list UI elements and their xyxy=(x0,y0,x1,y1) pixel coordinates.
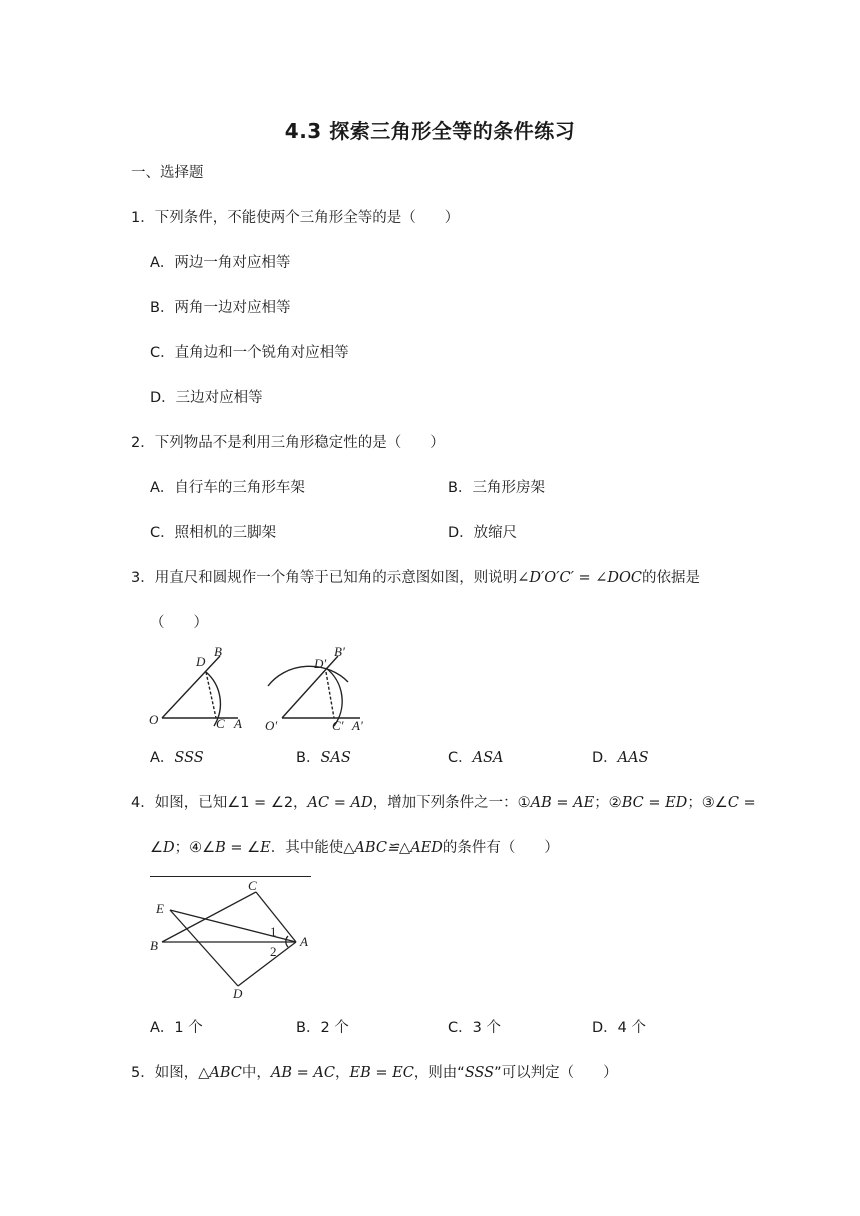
label-b: B xyxy=(214,644,222,659)
label-angle-1: 1 xyxy=(270,924,277,939)
label-a: A xyxy=(300,934,308,949)
question-3-stem-text-end: 的依据是 xyxy=(642,570,700,586)
text: = ∠ xyxy=(225,840,261,856)
label-c-prime: C′ xyxy=(332,718,344,733)
text: = xyxy=(329,795,351,811)
question-4-option-b: B．2 个 xyxy=(296,1020,349,1036)
text: ．其中能使 xyxy=(270,840,344,856)
label-e: E xyxy=(156,901,164,916)
question-3-answer-blank: （ ） xyxy=(150,615,208,631)
label-o: O xyxy=(149,712,159,727)
math: ED xyxy=(665,795,688,811)
math: D xyxy=(163,840,175,856)
question-2-stem: 2．下列物品不是利用三角形稳定性的是（ ） xyxy=(131,435,445,451)
label-angle-2: 2 xyxy=(270,944,277,959)
text: ；② xyxy=(594,795,622,811)
label-d: D xyxy=(233,986,243,1000)
text: 中， xyxy=(241,1065,271,1081)
arc-upper xyxy=(268,666,348,686)
option-letter: D． xyxy=(592,750,618,766)
question-1-option-d: D．三边对应相等 xyxy=(150,390,263,406)
math: EB xyxy=(349,1065,371,1081)
question-5-stem xyxy=(131,1063,618,1083)
question-1-option-b: B．两角一边对应相等 xyxy=(150,300,291,316)
question-2-option-b: B．三角形房架 xyxy=(448,480,545,496)
question-3-option-b xyxy=(296,748,351,768)
question-3-option-a xyxy=(150,748,204,768)
math: BC xyxy=(621,795,644,811)
dashed-d-c-prime xyxy=(326,672,334,718)
dashed-dc xyxy=(206,672,216,718)
section-heading: 一、选择题 xyxy=(131,165,204,181)
question-4-stem-line-1 xyxy=(131,793,756,813)
question-1-option-a: A．两边一角对应相等 xyxy=(150,255,291,271)
segment-ed xyxy=(170,910,238,986)
option-letter: C． xyxy=(448,750,473,766)
text: = xyxy=(738,795,756,811)
question-4-figure xyxy=(148,878,314,1000)
text: 4．如图，已知∠1 = ∠2， xyxy=(131,795,308,811)
page-title: 4.3 探索三角形全等的条件练习 xyxy=(284,119,576,143)
question-4-option-a: A．1 个 xyxy=(150,1020,203,1036)
question-3-figure xyxy=(148,642,370,734)
question-3-option-c xyxy=(448,748,504,768)
segment-ea xyxy=(170,910,296,942)
math: C xyxy=(727,795,739,811)
question-4-stem-line-2 xyxy=(150,838,559,858)
question-1-stem: 1．下列条件，不能使两个三角形全等的是（ ） xyxy=(131,210,460,226)
math: △ABC≌△AED xyxy=(343,840,443,856)
question-2-option-d: D．放缩尺 xyxy=(448,525,518,541)
text: ；③∠ xyxy=(687,795,728,811)
question-4-option-d: D．4 个 xyxy=(592,1020,646,1036)
text: ，增加下列条件之一：① xyxy=(372,795,531,811)
math: B xyxy=(215,840,226,856)
label-d-prime: D′ xyxy=(314,656,327,671)
option-value: SSS xyxy=(174,750,204,766)
text: = xyxy=(551,795,574,811)
question-3-stem-text: 3．用直尺和圆规作一个角等于已知角的示意图如图，则说明 xyxy=(131,570,518,586)
math: E xyxy=(260,840,271,856)
label-o-prime: O′ xyxy=(265,718,278,733)
text: ∠ xyxy=(150,840,163,856)
math: AC xyxy=(313,1065,335,1081)
question-3-angle-equation: ∠D′O′C′ = ∠DOC xyxy=(517,570,642,586)
text: 的条件有（ ） xyxy=(442,840,559,856)
text: = xyxy=(370,1065,393,1081)
option-letter: A． xyxy=(150,750,175,766)
option-letter: B． xyxy=(296,750,321,766)
math: △ABC xyxy=(198,1065,242,1081)
option-value: SAS xyxy=(320,750,351,766)
question-2-option-a: A．自行车的三角形车架 xyxy=(150,480,305,496)
label-c: C xyxy=(248,878,257,893)
math: AE xyxy=(573,795,595,811)
label-d: D xyxy=(196,654,206,669)
option-value: AAS xyxy=(617,750,649,766)
ray-ob xyxy=(162,656,220,718)
math: EC xyxy=(392,1065,414,1081)
text: ”可以判定（ ） xyxy=(494,1065,618,1081)
question-2-option-c: C．照相机的三脚架 xyxy=(150,525,277,541)
segment-da xyxy=(238,942,296,986)
label-c: C xyxy=(216,716,225,731)
math: AB xyxy=(270,1065,293,1081)
math: AC xyxy=(307,795,330,811)
text: ， xyxy=(334,1065,350,1081)
text: = xyxy=(643,795,666,811)
math: SSS xyxy=(464,1065,495,1081)
text: = xyxy=(292,1065,314,1081)
question-1-option-c: C．直角边和一个锐角对应相等 xyxy=(150,345,349,361)
question-3-option-d xyxy=(592,748,649,768)
option-value: ASA xyxy=(472,750,504,766)
label-b: B xyxy=(150,938,158,953)
ray-o-b-prime xyxy=(282,656,338,718)
question-3-stem xyxy=(131,568,700,588)
math: AB xyxy=(530,795,552,811)
question-4-option-c: C．3 个 xyxy=(448,1020,501,1036)
figure-top-rule xyxy=(150,876,311,877)
text: ，则由“ xyxy=(413,1065,465,1081)
label-a-prime: A′ xyxy=(352,718,363,733)
text: ；④∠ xyxy=(174,840,216,856)
label-a: A xyxy=(234,716,242,731)
label-b-prime: B′ xyxy=(334,644,345,659)
text: 5．如图， xyxy=(131,1065,199,1081)
math: AD xyxy=(350,795,373,811)
